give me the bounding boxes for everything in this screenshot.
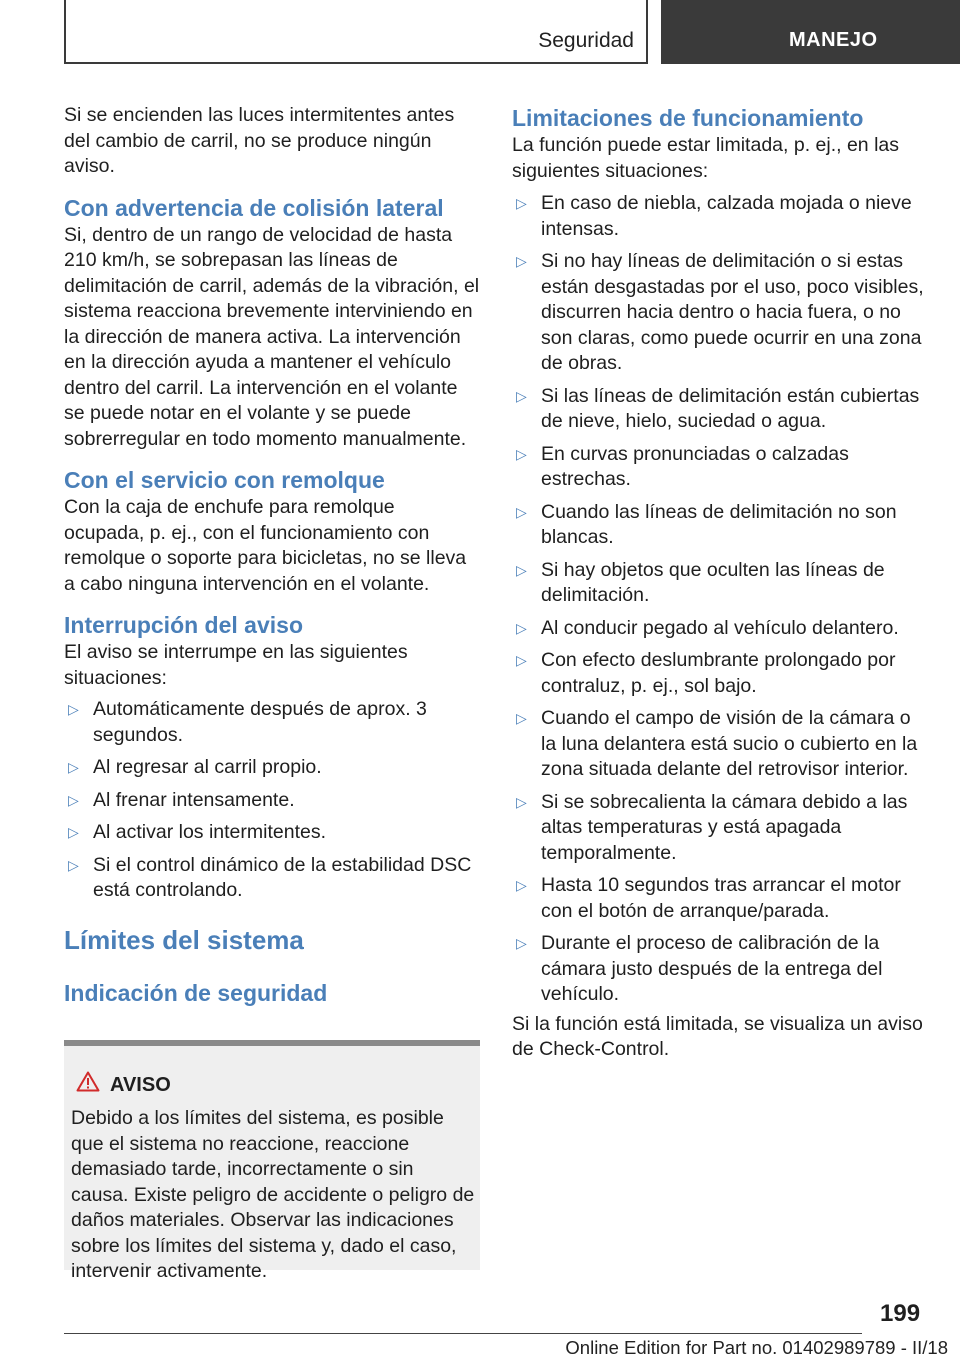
triangle-bullet-icon: ▷	[516, 503, 527, 520]
triangle-bullet-icon: ▷	[68, 791, 79, 808]
triangle-bullet-icon: ▷	[516, 445, 527, 462]
list-item: ▷ En caso de niebla, calzada mojada o nieve intensas.	[516, 192, 912, 240]
page-number: 199	[880, 1300, 921, 1327]
list-item: ▷ Si hay objetos que oculten las líneas de delimitación.	[516, 558, 885, 606]
heading-colision-lateral: Con advertencia de colisión lateral	[64, 194, 444, 221]
heading-limites-sistema: Límites del sistema	[64, 924, 304, 955]
header-section-tab	[64, 0, 648, 64]
triangle-bullet-icon: ▷	[516, 793, 527, 810]
list-item: ▷ Si no hay líneas de delimitación o si estas están desgastadas por el uso, poco visibles, discurren hacia dentro o hacia fuera, o no son claras, como puede ocurrir en una zona de obras.	[516, 250, 924, 374]
right-column	[512, 103, 930, 1063]
footer-divider	[64, 1333, 862, 1334]
interrupcion-list	[64, 697, 480, 904]
heading-interrupcion: Interrupción del aviso	[64, 612, 303, 638]
triangle-bullet-icon: ▷	[68, 856, 79, 873]
list-item: ▷ Hasta 10 segundos tras arrancar el motor con el botón de arranque/parada.	[516, 874, 901, 922]
warning-title: AVISO	[110, 1074, 171, 1096]
left-column	[64, 103, 480, 1008]
paragraph-limitaciones: La función puede estar limitada, p. ej., en las siguientes situaciones:	[512, 134, 899, 182]
triangle-bullet-icon: ▷	[516, 652, 527, 668]
triangle-bullet-icon: ▷	[516, 710, 527, 726]
triangle-bullet-icon: ▷	[516, 935, 527, 951]
warning-text: Debido a los límites del sistema, es posible que el sistema no reaccione, reaccione demasiado tarde, incorrectamente o sin causa. Existe peligro de accidente o peligro de daños materiales. Observar las indicaciones sobre los límites del sistema y, dado el caso, intervenir activamente.	[71, 1107, 475, 1282]
heading-indicacion-seguridad: Indicación de seguridad	[64, 979, 328, 1006]
heading-limitaciones: Limitaciones de funcionamiento	[512, 105, 864, 131]
triangle-bullet-icon: ▷	[516, 253, 527, 269]
heading-remolque: Con el servicio con remolque	[64, 467, 385, 493]
list-item: ▷ Al regresar al carril propio.	[64, 755, 480, 781]
header-chapter-label: MANEJO	[789, 29, 878, 51]
intro-paragraph: Si se encienden las luces intermitentes antes del cambio de carril, no se produce ningún aviso.	[64, 104, 455, 177]
paragraph-interrupcion: El aviso se interrumpe en las siguientes situaciones:	[64, 641, 408, 689]
triangle-bullet-icon: ▷	[516, 619, 527, 636]
list-item: ▷ Al frenar intensamente.	[64, 788, 480, 814]
closing-paragraph: Si la función está limitada, se visualiza un aviso de Check-Control.	[512, 1012, 923, 1060]
limitaciones-list	[512, 191, 930, 1008]
list-item: ▷ Automáticamente después de aprox. 3 segundos.	[68, 698, 427, 746]
paragraph-remolque: Con la caja de enchufe para remolque ocupada, p. ej., con el funcionamiento con remolque o soporte para bicicletas, no se lleva a cabo ninguna intervención en el volante.	[64, 496, 467, 595]
triangle-bullet-icon: ▷	[516, 561, 527, 578]
triangle-bullet-icon: ▷	[68, 759, 79, 775]
triangle-bullet-icon: ▷	[516, 387, 527, 404]
list-item: ▷ Cuando el campo de visión de la cámara o la luna delantera está sucio o cubierto en la zona situada delante del retrovisor interior.	[516, 707, 918, 780]
paragraph-colision: Si, dentro de un rango de velocidad de hasta 210 km/h, se sobrepasan las líneas de delimitación de carril, además de la vibración, el sistema reacciona brevemente interviniendo en la dirección de manera activa. La intervención en la dirección ayuda a mantener el vehículo dentro del carril. La intervención en el volante se puede notar en el volante y se puede sobrerregular en todo momento manualmente.	[64, 223, 480, 450]
header-section-label: Seguridad	[538, 29, 634, 52]
list-item: ▷ Si el control dinámico de la estabilidad DSC está controlando.	[68, 853, 472, 901]
warning-box	[64, 1040, 480, 1282]
triangle-bullet-icon: ▷	[68, 824, 79, 840]
list-item: ▷ Al conducir pegado al vehículo delantero.	[512, 616, 930, 642]
list-item: ▷ Cuando las líneas de delimitación no son blancas.	[516, 500, 897, 548]
list-item: ▷ Si las líneas de delimitación están cubiertas de nieve, hielo, suciedad o agua.	[516, 384, 920, 432]
header-chapter-tab	[661, 0, 960, 64]
list-item: ▷ Durante el proceso de calibración de la cámara justo después de la entrega del vehículo.	[516, 932, 883, 1005]
triangle-bullet-icon: ▷	[516, 877, 527, 893]
list-item: ▷ Con efecto deslumbrante prolongado por contraluz, p. ej., sol bajo.	[516, 649, 896, 697]
list-item: ▷ Si se sobrecalienta la cámara debido a las altas temperaturas y está apagada temporalmente.	[516, 790, 908, 864]
triangle-bullet-icon: ▷	[68, 701, 79, 717]
list-item: ▷ Al activar los intermitentes.	[64, 820, 480, 846]
footer-edition: Online Edition for Part no. 01402989789 - II/18	[565, 1337, 948, 1358]
list-item: ▷ En curvas pronunciadas o calzadas estrechas.	[516, 442, 849, 490]
warning-triangle-icon	[76, 1071, 100, 1092]
triangle-bullet-icon: ▷	[516, 195, 527, 211]
